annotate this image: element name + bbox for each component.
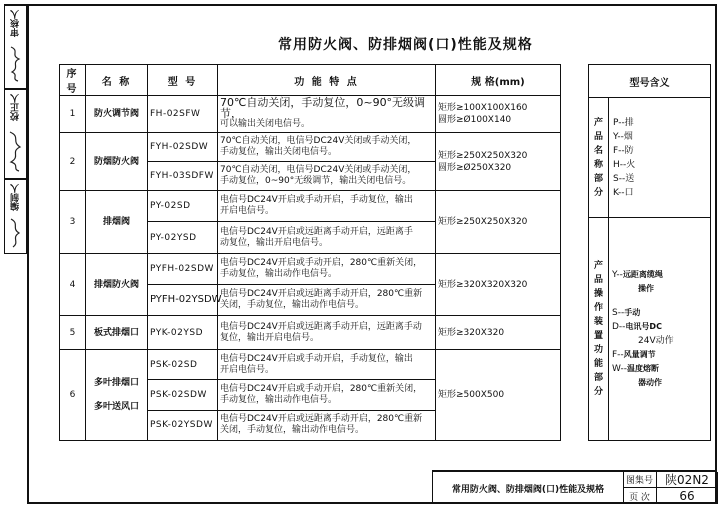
row-model: FH-02SFW <box>148 96 218 133</box>
row-model: PSK-02YSDW <box>148 410 218 440</box>
table-row <box>60 191 561 221</box>
signoff-label-drafter: 编制人 <box>5 179 26 213</box>
row-features: 电信号DC24V开启或远距离手动开启，280℃重新 关闭，手动复位，输出动作电信号。 <box>218 284 436 315</box>
row-spec: 矩形≥250X250X320 <box>436 191 561 254</box>
row-model: PY-02SD <box>148 191 218 221</box>
row-no: 4 <box>60 254 86 316</box>
row-features: 70℃自动关闭，电信号DC24V关闭或手动关闭， 手动复位，输出关闭电信号。 <box>218 132 436 161</box>
row-features: 70℃自动关闭，手动复位，0~90°无级调节， 可以输出关闭电信号。 <box>218 96 436 133</box>
atlas-number-value: 陕02N2 <box>657 472 718 488</box>
row-name: 板式排烟口 <box>86 316 148 350</box>
header-features: 功 能 特 点 <box>218 65 436 96</box>
legend-section-label: 产 品 名 称 部 分 <box>589 98 609 218</box>
legend-header: 型号含义 <box>589 65 711 98</box>
page-number-label: 页 次 <box>623 488 657 504</box>
row-model: PYK-02YSD <box>148 316 218 350</box>
table-header-row <box>60 65 561 96</box>
row-no: 6 <box>60 349 86 440</box>
model-legend-table <box>588 64 711 441</box>
signoff-label-reviewer: 审核人 <box>5 5 26 39</box>
table-row <box>60 316 561 350</box>
table-row <box>60 96 561 133</box>
row-model: FYH-03SDFW <box>148 162 218 191</box>
row-features: 电信号DC24V开启或手动开启，手动复位，输出 开启电信号。 <box>218 191 436 221</box>
atlas-number-label: 图集号 <box>623 472 657 488</box>
row-spec: 矩形≥100X100X160 圆形≥Ø100X140 <box>436 96 561 133</box>
row-no: 1 <box>60 96 86 133</box>
row-model: FYH-02SDW <box>148 132 218 161</box>
row-spec: 矩形≥320X320 <box>436 316 561 350</box>
header-name: 名 称 <box>86 65 148 96</box>
row-name: 多叶排烟口 多叶送风口 <box>86 349 148 440</box>
table-row <box>60 349 561 379</box>
row-name: 排烟阀 <box>86 191 148 254</box>
title-block <box>432 470 717 504</box>
row-name: 排烟防火阀 <box>86 254 148 316</box>
row-no: 2 <box>60 132 86 191</box>
handwritten-signature-icon <box>8 217 23 249</box>
legend-header-row <box>589 65 711 98</box>
header-model: 型 号 <box>148 65 218 96</box>
row-model: PY-02YSD <box>148 221 218 254</box>
header-no: 序号 <box>60 65 86 96</box>
page-number-value: 66 <box>657 488 718 504</box>
page-title: 常用防火阀、防排烟阀(口)性能及规格 <box>278 37 533 53</box>
row-features: 电信号DC24V开启或远距离手动开启，远距离手动 复位，输出开启电信号。 <box>218 316 436 350</box>
row-features: 电信号DC24V开启或手动开启，手动复位，输出 开启电信号。 <box>218 349 436 379</box>
row-features: 电信号DC24V开启或手动开启，280℃重新关闭， 手动复位，输出动作电信号。 <box>218 380 436 410</box>
legend-section <box>589 98 711 218</box>
row-spec: 矩形≥500X500 <box>436 349 561 440</box>
row-no: 3 <box>60 191 86 254</box>
row-model: PSK-02SDW <box>148 380 218 410</box>
valve-spec-table <box>59 64 561 441</box>
handwritten-signature-icon <box>8 129 23 173</box>
table-row <box>60 254 561 284</box>
legend-section-label: 产 品 操 作 装 置 功 能 部 分 <box>589 218 609 441</box>
row-spec: 矩形≥320X320X320 <box>436 254 561 316</box>
signature-reviewer <box>5 39 26 89</box>
signature-drafter <box>5 213 26 253</box>
header-spec: 规 格(mm) <box>436 65 561 96</box>
row-features: 电信号DC24V开启或远距离手动开启，280℃重新 关闭，手动复位，输出动作电信号。 <box>218 410 436 440</box>
row-features: 电信号DC24V开启或手动开启，280℃重新关闭， 手动复位，输出动作电信号。 <box>218 254 436 284</box>
signature-checker <box>5 123 26 179</box>
legend-codes: P--排 Y--烟 F--防 H--火 S--送 K--口 <box>609 98 711 218</box>
handwritten-signature-icon <box>8 45 23 83</box>
row-name: 防烟防火阀 <box>86 132 148 191</box>
row-model: PYFH-02YSDW <box>148 284 218 315</box>
legend-section <box>589 218 711 441</box>
row-model: PSK-02SD <box>148 349 218 379</box>
row-no: 5 <box>60 316 86 350</box>
signoff-label-checker: 校正人 <box>5 89 26 123</box>
row-name: 防火调节阀 <box>86 96 148 133</box>
row-features: 电信号DC24V开启或远距离手动开启，远距离手 动复位，输出开启电信号。 <box>218 221 436 254</box>
legend-codes: Y--远距离缆绳 操作 S--手动 D--电讯号DC 24V动作 F--风量调节 W--温度熔断 器动作 <box>609 218 711 441</box>
table-row <box>60 132 561 161</box>
row-model: PYFH-02SDW <box>148 254 218 284</box>
signoff-strip <box>4 4 27 254</box>
row-spec: 矩形≥250X250X320 圆形≥Ø250X320 <box>436 132 561 191</box>
row-features: 70℃自动关闭，电信号DC24V关闭或手动关闭， 手动复位，0~90°无级调节，输出关闭电信号。 <box>218 162 436 191</box>
title-block-title: 常用防火阀、防排烟阀(口)性能及规格 <box>433 472 624 504</box>
